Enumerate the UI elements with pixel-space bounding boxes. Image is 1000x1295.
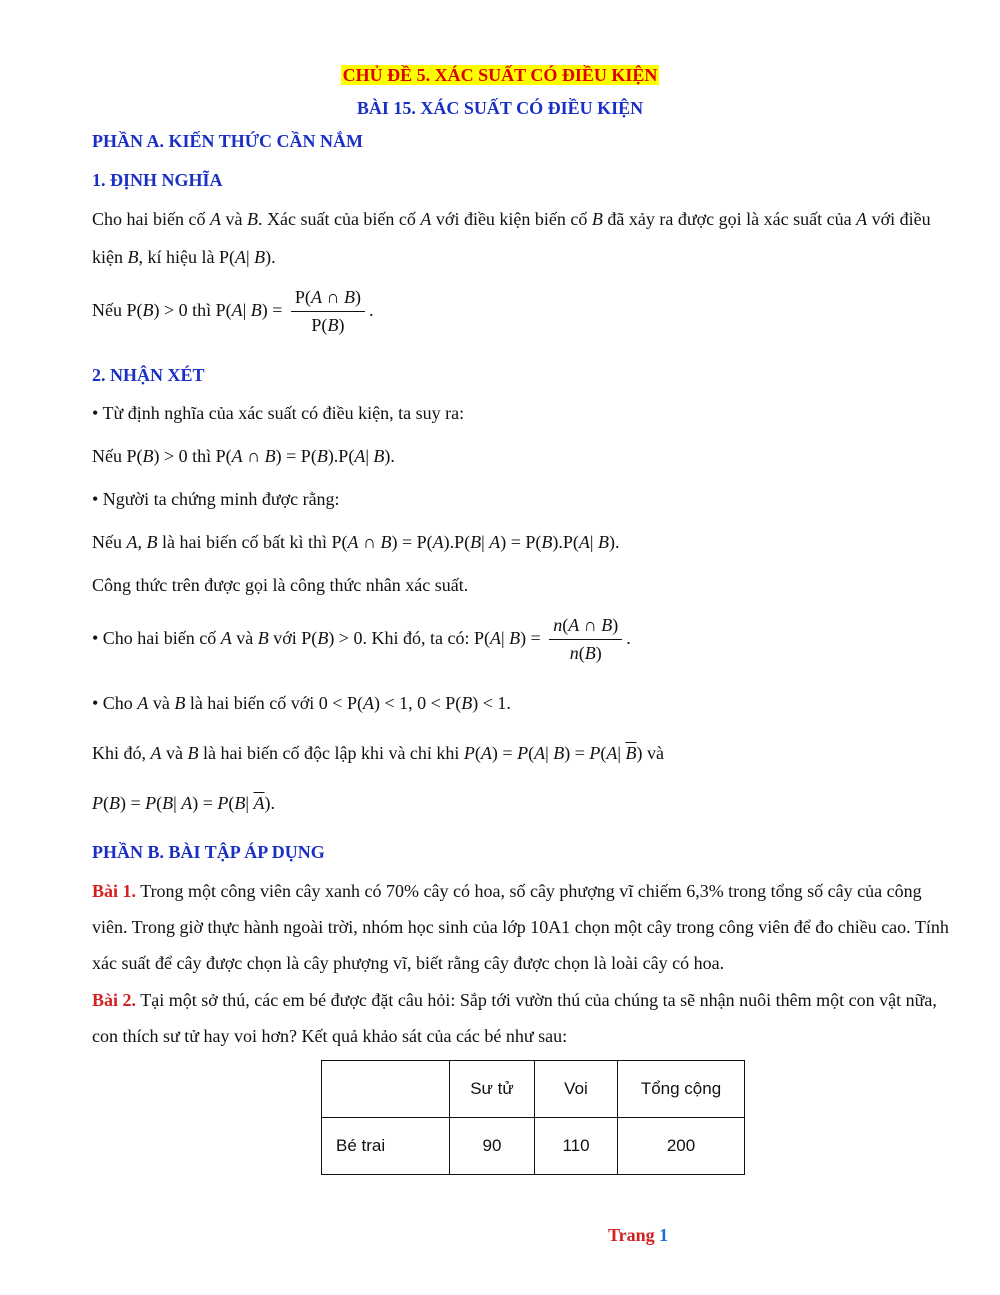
table-row	[322, 1118, 745, 1175]
table-header-cell: Sư tử	[450, 1061, 535, 1118]
footer-label: Trang	[608, 1225, 655, 1245]
definition-formula: Nếu P(B) > 0 thì P(A| B) = $\frac{P(A \cap B)}{P(B)}$ .	[92, 287, 374, 336]
remark-4: • Cho A và B là hai biến cố với 0 < P(A) < 1, 0 < P(B) < 1.	[92, 693, 511, 713]
exercise-2	[92, 982, 954, 1054]
remark-2-formula: Nếu A, B là hai biến cố bất kì thì P(A ∩ B) = P(A).P(B| A) = P(B).P(A| B).	[92, 532, 620, 552]
lesson-title: BÀI 15. XÁC SUẤT CÓ ĐIỀU KIỆN	[356, 98, 644, 118]
remark-1: • Từ định nghĩa của xác suất có điều kiện, ta suy ra:	[92, 403, 465, 423]
survey-table	[321, 1060, 745, 1175]
section-definition-title: 1. ĐỊNH NGHĨA	[92, 170, 223, 190]
independence-condition-cont: P(B) = P(B| A) = P(B| $\overline{A}$).	[92, 793, 276, 813]
remark-2: • Người ta chứng minh được rằng:	[92, 489, 340, 509]
definition-paragraph: Cho hai biến cố A và B. Xác suất của biến cố A với điều kiện biến cố B đã xảy ra được gọi là xác suất của A với điều kiện B, kí hiệu là P(A| B).	[92, 209, 931, 267]
exercise-2-text: Tại một sở thú, các em bé được đặt câu hỏi: Sắp tới vườn thú của chúng ta sẽ nhận nuôi thêm một con vật nữa, con thích sư tử hay voi hơn? Kết quả khảo sát của các bé như sau:	[92, 990, 937, 1046]
exercise-1	[92, 873, 954, 981]
table-header-row	[322, 1061, 745, 1118]
table-header-cell: Voi	[535, 1061, 618, 1118]
exercise-2-label: Bài 2.	[92, 990, 137, 1010]
exercise-1-label: Bài 1.	[92, 881, 137, 901]
table-cell: 90	[450, 1118, 535, 1175]
independence-condition: Khi đó, A và B là hai biến cố độc lập khi và chỉ khi P(A) = P(A| B) = P(A| $\overline{B}$) và	[92, 743, 664, 763]
table-header-cell: Tổng cộng	[618, 1061, 745, 1118]
multiplication-rule-note: Công thức trên được gọi là công thức nhân xác suất.	[92, 575, 469, 595]
table-cell: 110	[535, 1118, 618, 1175]
page-footer	[608, 1225, 668, 1246]
part-a-title: PHẦN A. KIẾN THỨC CẦN NẮM	[92, 131, 364, 151]
remark-3-formula: • Cho hai biến cố A và B với P(B) > 0. Khi đó, ta có: P(A| B) = $\frac{n(A \cap B)}{n(B)}$ .	[92, 615, 631, 664]
table-header-cell	[322, 1061, 450, 1118]
table-cell: Bé trai	[322, 1118, 450, 1175]
remark-1-formula: Nếu P(B) > 0 thì P(A ∩ B) = P(B).P(A| B).	[92, 446, 395, 466]
page-number: 1	[659, 1225, 669, 1245]
exercise-1-text: Trong một công viên cây xanh có 70% cây có hoa, số cây phượng vĩ chiếm 6,3% trong tổng số cây của công viên. Trong giờ thực hành ngoài trời, nhóm học sinh của lớp 10A1 chọn một cây trong công viên để đo chiều cao. Tính xác suất để cây được chọn là cây phượng vĩ, biết rằng cây được chọn là loài cây có hoa.	[92, 881, 949, 973]
section-remark-title: 2. NHẬN XÉT	[92, 365, 205, 385]
part-b-title: PHẦN B. BÀI TẬP ÁP DỤNG	[92, 842, 325, 862]
table-cell: 200	[618, 1118, 745, 1175]
document-topic: CHỦ ĐỀ 5. XÁC SUẤT CÓ ĐIỀU KIỆN	[342, 65, 658, 85]
